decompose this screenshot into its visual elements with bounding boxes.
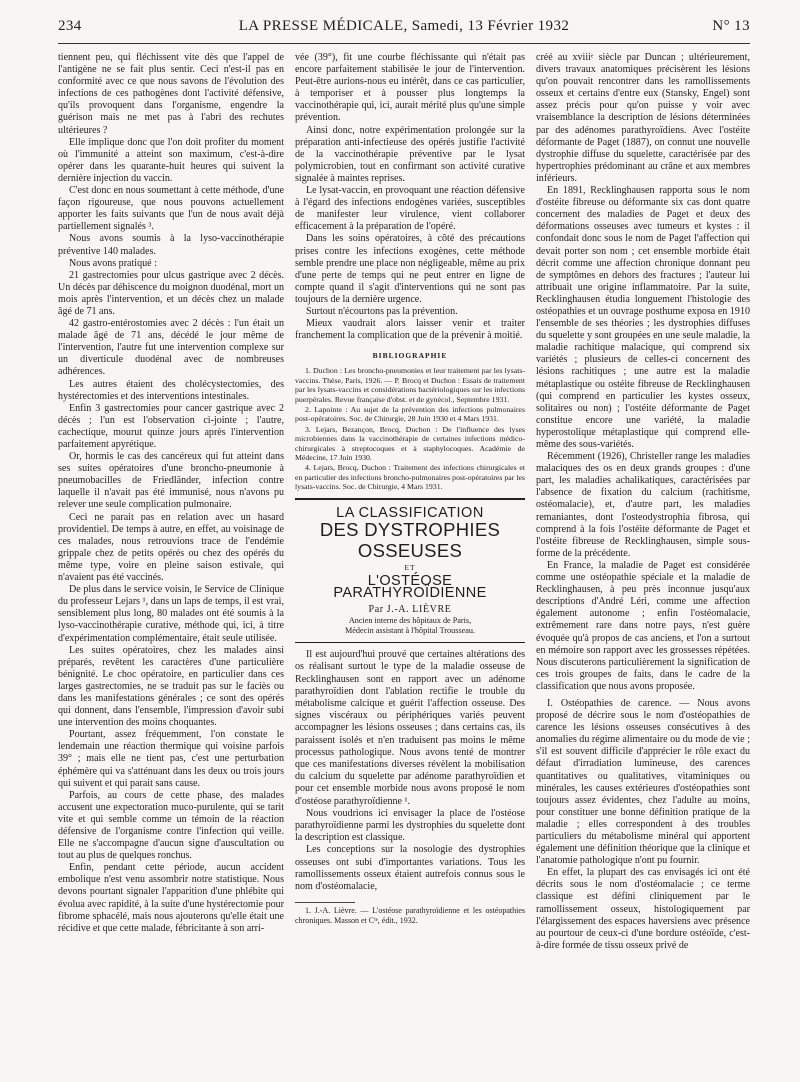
paragraph: 21 gastrectomies pour ulcus gastrique avec 2 décès. Un décès par déhiscence du moignon duodénal, mort un mois après l'intervention, et un décès chez un malade âgé de 71 ans.	[58, 269, 284, 317]
footnote-rule	[295, 902, 355, 903]
paragraph: Elle implique donc que l'on doit profiter du moment où l'immunité a atteint son maximum, c'est-à-dire opérer dans les quarante-huit heures qui suivent la dernière injection du vaccin.	[58, 136, 284, 184]
paragraph: vée (39°), fit une courbe fléchissante qui n'était pas encore parfaitement stabilisée le jour de l'intervention. Peut-être aurions-nous eu intérêt, dans ce cas particulier, à temporiser et à pousser plus longtemps la vaccinothérapie qui, ici, aurait mérité plus qu'une simple prévention.	[295, 52, 525, 124]
paragraph: Surtout n'écourtons pas la prévention.	[306, 305, 458, 317]
article-heading	[295, 498, 525, 643]
paragraph: Parfois, au cours de cette phase, des malades accusent une expectoration muco-purulente, qui se tarit vite et qui semble comme un témoin de la réaction défensive de l'organisme contre l'infection qui veille. Elle ne s'accompagne d'aucun signe d'auscultation ou tout au plus de quelques ronchus.	[58, 789, 284, 862]
paragraph: Pourtant, assez fréquemment, l'on constate le lendemain une réaction thermique qui voisine parfois 39° ; mais elle ne tient pas, c'est une perturbation éphémère qui va s'atténuant dans les deux ou trois jours qui suivent et qui parait sans cause.	[58, 729, 284, 789]
article-title: DES DYSTROPHIES OSSEUSES	[319, 518, 501, 561]
paragraph: Or, hormis le cas des cancéreux qui fut atteint dans ses suites opératoires d'une broncho-pneumonie à pneumobacilles de Friedländer, infection contre laquelle il n'avait pas été immunisé, nous n'avons pu relever une seule complication pulmonaire.	[58, 451, 284, 511]
bibliography-item: 3. Lejars, Bezançon, Brocq, Duchon : De l'influence des lyses microbiennes dans la vaccinothérapie de certaines infections médico-chirurgicales à streptocoques et à staphylocoques. Académie de Médecine, 17 Juin 1930.	[295, 424, 525, 462]
running-header	[58, 18, 750, 40]
article-kicker: LA CLASSIFICATION	[336, 504, 484, 521]
article-conjunction: ET	[404, 562, 416, 572]
page-number: 234	[58, 18, 82, 34]
paragraph: Les conceptions sur la nosologie des dystrophies osseuses ont subi d'importantes variations. Tous les ramollissements osseux étaient autrefois connus sous le nom d'ostéomalacie,	[295, 844, 525, 892]
footnote: 1. J.-A. Lièvre. — L'ostéose parathyroïdienne et les ostéopathies chroniques. Masson et Cⁱᵉ, édit., 1932.	[295, 906, 525, 925]
issue-number: N° 13	[712, 18, 750, 34]
paragraph: Ainsi donc, notre expérimentation prolongée sur la préparation anti-infectieuse des opérés justifie l'activité de la vaccinothérapie préventive par le lysat polymicrobien, tout en confirmant son activité curative signalée à maintes reprises.	[295, 124, 525, 184]
bibliography-item: 2. Lapointe : Au sujet de la prévention des infections pulmonaires post-opératoires. Soc. de Chirurgie, 28 Juin 1930 et 4 Mars 1931.	[295, 404, 525, 424]
column-1	[58, 52, 284, 1074]
paragraph: Nous avons soumis à la lyso-vaccinothérapie préventive 140 malades.	[58, 233, 284, 257]
article-body	[295, 649, 525, 893]
bibliography-list	[295, 366, 525, 491]
header-rule	[58, 43, 750, 44]
paragraph: Mieux vaudrait alors laisser venir et traiter franchement la complication que de la prévenir à moitié.	[295, 318, 525, 342]
bibliography-title: BIBLIOGRAPHIE	[372, 351, 448, 361]
paragraph: De plus dans le service voisin, le Service de Clinique du professeur Lejars ¹, dans un laps de temps, il est vrai, sensiblement plus long, 80 malades ont été soumis à la lyso-vaccinothérapie curative, méthode qui, ici, à titre d'expérimentation complémentaire, était seule utilisée.	[58, 584, 284, 644]
article-author: Par J.-A. LIÈVRE	[368, 604, 452, 615]
paragraph: 42 gastro-entérostomies avec 2 décès : l'un était un malade âgé de 71 ans, décédé le jour même de l'intervention, l'autre fut une intervention complexe sur un diverticule duodénal avec de nombreuses adhérences.	[58, 318, 284, 378]
paragraph: Nous voudrions ici envisager la place de l'ostéose parathyroïdienne parmi les dystrophies du squelette dont la description est classique.	[295, 807, 525, 844]
paragraph: Ceci ne parait pas en relation avec un hasard providentiel. De temps à autre, en effet, au voisinage de ces malades, nous retrouvions trace de l'endémie grippale chez de petits opérés ou chez des opérés du même type, voire en pleine saison estivale, qui n'avaient pas été vaccinés.	[58, 511, 284, 584]
paragraph: En effet, la plupart des cas envisagés ici ont été décrits sous le nom d'ostéomalacie ; ce terme classique est défini cliniquement par le ramollissement osseux, histologiquement par l'élargissement des espaces haversiens avec présence au pourtour de ceux-ci d'une bordure ostéoïde, c'est-à-dire formée de tissu osseux privé de	[536, 867, 750, 951]
paragraph: I. Ostéopathies de carence. — Nous avons proposé de décrire sous le nom d'ostéopathies de carence les lésions osseuses consécutives à des anomalies du régime alimentaire ou du mode de vie ; s'il est souvent difficile d'apprécier le rôle exact du défaut d'irradiation lumineuse, des carences quantitatives ou qualitatives, vitaminiques ou minérales, les causes extérieures d'ostéopathies sont toujours assez évidentes, chez l'adulte au moins, pour constituer une bonne définition pratique de la maladie ; elles correspondent à des troubles particuliers du métabolisme minéral qui apportent également une définition théorique que la clinique et l'anatomie pathologique n'ont pu fournir.	[536, 697, 750, 867]
author-affiliation: Ancien interne des hôpitaux de Paris,	[348, 616, 472, 626]
paragraph: Enfin 3 gastrectomies pour cancer gastrique avec 2 décès ; l'un est l'observation ci-jointe ; l'autre, cachectique, mourut quinze jours après l'intervention parfaitement apyrétique.	[58, 402, 284, 450]
paragraph: Les autres étaient des cholécystectomies, des hystérectomies et des interventions intestinales.	[58, 378, 284, 402]
paragraph: tiennent peu, qui fléchissent vite dès que l'appel de l'antigène ne se fait plus sentir. Ceci n'est-il pas en conformité avec ce que nous savons de l'évolution des infections de ces pathogènes dont l'activité défensive, qu'ils provoquent dans l'organisme, engendre la guérison mais ne met pas à l'abri des rechutes ultérieures ?	[58, 52, 284, 136]
bibliography-item: 1. Duchon : Les broncho-pneumonies et leur traitement par les lysats-vaccins. Thèse, Paris, 1926. — P. Brocq et Duchon : Essais de traitement par les lysats-vaccins et considérations bactériologiques sur les infections puerpérales. Revue française d'obst. et de gynécol., Septembre 1931.	[295, 366, 525, 404]
paragraph: Enfin, pendant cette période, aucun accident embolique n'est venu assombrir notre statistique. Nous devons pourtant signaler l'apparition d'une phlébite qui évolua avec rapidité, à la suite d'une hystérectomie pour fibrome sphacélé, mais nous ajouterons qu'elle était une récidive et que cette malade, fébricitante à son arri-	[58, 862, 284, 934]
column-2	[295, 52, 525, 1074]
article-subtitle: L'OSTÉOSE PARATHYROÏDIENNE	[333, 572, 487, 601]
paragraph: créé au xviiiᵉ siècle par Duncan ; ultérieurement, divers travaux anatomiques précisèrent les lésions qu'on pouvait rencontrer dans les ramollissements osseux et certains d'entre eux (Stansky, Engel) sont assez précis pour qu'on puisse y voir avec vraisemblance la description de lésions déterminées par des adénomes parathyroïdiens. Avec l'ostéite déformante de Paget (1887), on connut une nouvelle dystrophie diffuse du squelette, caractérisée par des hypertrophies prédominant au crâne et aux membres inférieurs.	[536, 52, 750, 184]
paragraph: Récemment (1926), Christeller range les maladies malaciques des os en deux grands groupes : d'une part, les maladies achalikatiques, caractérisées par l'absence de fixation du calcium (rachitisme, ostéomalacie), et, d'autre part, les maladies remaniantes, dont l'osteodystrophia fibrosa, qui comprend à la fois l'ostéite déformante de Paget et l'ostéite fibreuse de Recklinghausen, simple sous-forme de la précédente.	[536, 451, 750, 559]
journal-title: LA PRESSE MÉDICALE, Samedi, 13 Février 1932	[238, 18, 570, 34]
paragraph: Nous avons pratiqué :	[69, 257, 157, 269]
column-3	[536, 52, 750, 1074]
paragraph: Dans les soins opératoires, à côté des précautions prises contre les infections exogènes, cette méthode semble prendre une place non négligeable, même au prix d'une perte de temps qui ne peut entrer en ligne de compte quand il s'agit d'interventions qui ne sont pas toujours de la dernière urgence.	[295, 233, 525, 305]
paragraph: Les suites opératoires, chez les malades ainsi préparés, revêtent les caractères d'une particulière bénignité. Le choc opératoire, en particulier dans ces larges gastrectomies, ne se traduit pas sur le faciès ou dans les manifestations générales ; ce sont des opérés qui donnent, dans l'ensemble, l'impression d'avoir subi une intervention des moins choquantes.	[58, 644, 284, 729]
bibliography-item: 4. Lejars, Brocq, Duchon : Traitement des infections chirurgicales et en particulier des infections broncho-pulmonaires post-opératoires par les lysats-vaccins. Soc. de Chirurgie, 4 Mars 1931.	[295, 463, 525, 492]
author-affiliation: Médecin assistant à l'hôpital Trousseau.	[345, 625, 475, 635]
paragraph: En 1891, Recklinghausen rapporta sous le nom d'ostéite fibreuse ou déformante six cas dont quatre concernent des maladies de Paget et deux des déformations osseuses avec tumeurs et kystes : il confondait donc sous le nom de Paget l'affection qui devait porter son nom ; cet ensemble morbide était décrit comme une affection chronique donnant peu de symptômes en dehors des fractures ; l'auteur lui attribuait une origine inflammatoire. Par la suite, Recklinghausen étudia longuement l'histologie des ostéopathies et un ouvrage posthume exposa en 1910 l'ensemble de ses théories ; les dystrophies diffuses du squelette y sont groupées en une seule maladie, la maladie rachitique malacique, qui comprend six variétés ; plusieurs de celles-ci concernent des lésions rachitiques ; une autre est la maladie métaplastique ou ostéite fibreuse de Recklinghausen (qui comprend en particulier les kystes osseux, solitaires ou non) ; l'ostéite déformante de Paget constitue encore une variété, la maladie hyperostolique métaplastique qui comprend elle-même des sous-variétés.	[536, 185, 750, 450]
paragraph: En France, la maladie de Paget est considérée comme une ostéopathie spéciale et la maladie de Recklinghausen, à peu près inconnue jusqu'aux descriptions d'André Léri, comme une affection également autonome ; enfin l'ostéomalacie, extrêmement rare dans notre pays, n'est guère évoquée qu'à propos de cas anciens, et l'on a surtout en mémoire son rapport avec les grossesses répétées. Nous discuterons particulièrement la signification de ces trois groupes de faits, dans le cadre de la classification que nous avons proposée.	[536, 559, 750, 692]
paragraph: Le lysat-vaccin, en provoquant une réaction défensive à l'égard des infections endogènes variées, susceptibles de manifester leur virulence, vient collaborer efficacement à la préparation de l'opéré.	[295, 185, 525, 233]
paragraph: C'est donc en nous soumettant à cette méthode, d'une façon rigoureuse, que nous pouvons actuellement apporter les faits suivants que l'un de nous avait déjà partiellement signalés ³.	[58, 185, 284, 233]
paragraph: Il est aujourd'hui prouvé que certaines altérations des os réalisant surtout le type de la maladie osseuse de Recklinghausen sont en rapport avec un adénome parathyroïdien dont l'ablation rectifie le trouble du métabolisme calcique et guérit l'affection osseuse. Des signes viscéraux ou périphériques variés peuvent accompagner les lésions osseuses ; dans certains cas, ils paraissent isolés et n'en traduisent pas moins le même processus pathologique. Nous avons tenté de montrer que ces manifestations diverses révèlent la mobilisation du calcium du squelette par adénome parathyroïdien et pour cet ensemble morbide nous avons proposé le nom d'ostéose parathyroïdienne ¹.	[295, 649, 525, 807]
